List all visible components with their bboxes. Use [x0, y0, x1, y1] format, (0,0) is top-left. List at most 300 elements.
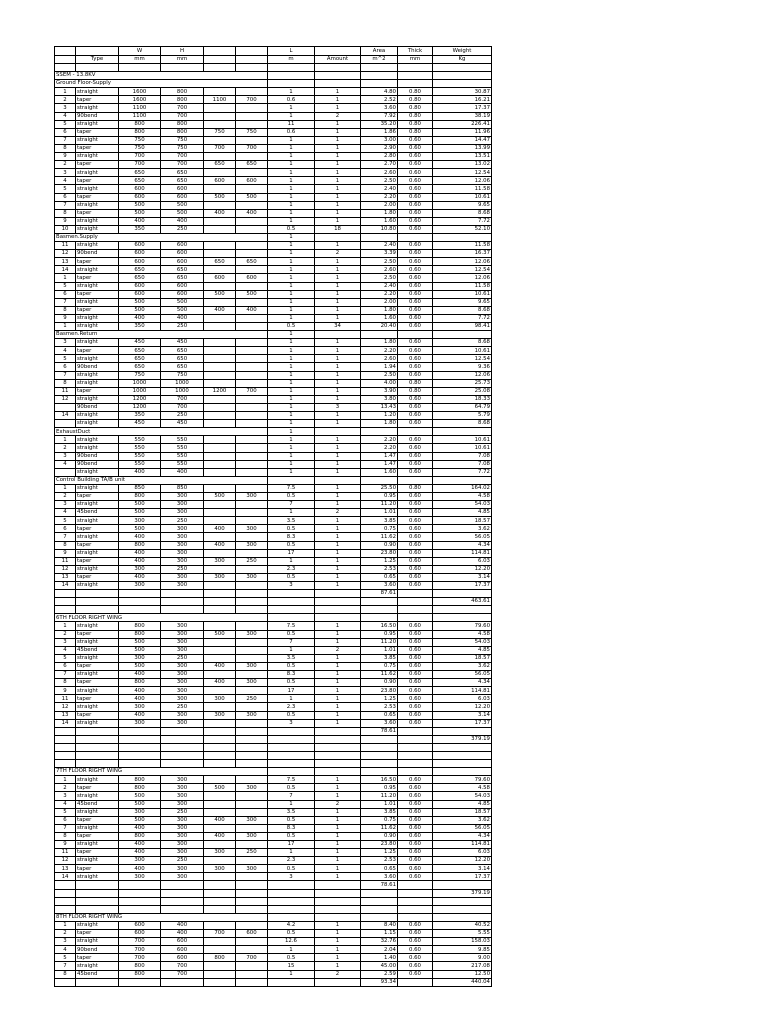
- table-cell: 650: [236, 161, 268, 169]
- table-cell: [361, 897, 398, 905]
- table-cell: [161, 751, 204, 759]
- table-cell: 1: [55, 776, 76, 784]
- table-cell: 300: [236, 541, 268, 549]
- table-cell: 400: [119, 533, 161, 541]
- table-cell: 1000: [161, 379, 204, 387]
- table-cell: 500: [236, 290, 268, 298]
- table-cell: 300: [236, 832, 268, 840]
- table-cell: 750: [161, 371, 204, 379]
- table-cell: 1: [268, 428, 315, 436]
- table-cell: 0.60: [398, 136, 433, 144]
- table-cell: 7.72: [433, 314, 492, 322]
- table-cell: 400: [161, 930, 204, 938]
- table-cell: [204, 727, 236, 735]
- table-cell: 9.00: [433, 954, 492, 962]
- table-cell: 0.60: [398, 549, 433, 557]
- table-cell: 700: [161, 395, 204, 403]
- table-cell: 0.80: [398, 112, 433, 120]
- table-cell: [315, 590, 361, 598]
- table-cell: [236, 112, 268, 120]
- table-cell: 1: [315, 832, 361, 840]
- table-cell: 4.85: [433, 800, 492, 808]
- table-cell: 17: [268, 549, 315, 557]
- table-cell: 300: [161, 630, 204, 638]
- table-cell: straight: [76, 88, 119, 96]
- section-title: Basmen.Supply: [55, 233, 268, 241]
- table-cell: 1: [315, 921, 361, 929]
- table-cell: 0.60: [398, 371, 433, 379]
- table-cell: 1: [268, 970, 315, 978]
- table-cell: 12: [55, 250, 76, 258]
- table-cell: [315, 727, 361, 735]
- table-cell: [398, 233, 433, 241]
- table-cell: [204, 549, 236, 557]
- total-area: 93.34: [361, 978, 398, 986]
- table-row: [55, 662, 492, 670]
- table-cell: 1: [268, 88, 315, 96]
- table-cell: 1: [315, 136, 361, 144]
- table-cell: [236, 452, 268, 460]
- table-cell: 5: [55, 517, 76, 525]
- table-cell: 300: [161, 525, 204, 533]
- table-cell: 56.05: [433, 671, 492, 679]
- table-cell: 1: [268, 403, 315, 411]
- table-cell: 1: [268, 104, 315, 112]
- table-cell: 300: [119, 719, 161, 727]
- table-row: [55, 282, 492, 290]
- table-cell: 300: [204, 849, 236, 857]
- table-cell: [315, 64, 361, 72]
- table-row: [55, 225, 492, 233]
- table-row: [55, 387, 492, 395]
- table-cell: [236, 266, 268, 274]
- table-cell: 3.62: [433, 662, 492, 670]
- table-cell: [268, 72, 315, 80]
- table-cell: 5: [55, 185, 76, 193]
- table-cell: [236, 776, 268, 784]
- table-cell: 90bend: [76, 403, 119, 411]
- table-cell: [398, 760, 433, 768]
- table-cell: straight: [76, 687, 119, 695]
- table-cell: 750: [119, 371, 161, 379]
- table-cell: 1.60: [361, 314, 398, 322]
- table-cell: 500: [204, 492, 236, 500]
- table-cell: [398, 614, 433, 622]
- table-cell: [204, 905, 236, 913]
- table-cell: 300: [236, 816, 268, 824]
- table-cell: 0.60: [398, 841, 433, 849]
- table-cell: [236, 185, 268, 193]
- table-cell: 7: [55, 533, 76, 541]
- table-row: [55, 784, 492, 792]
- table-cell: [236, 363, 268, 371]
- table-cell: 300: [204, 573, 236, 581]
- table-cell: [119, 760, 161, 768]
- table-cell: [236, 250, 268, 258]
- table-row: [55, 873, 492, 881]
- table-cell: [161, 760, 204, 768]
- table-cell: 700: [236, 96, 268, 104]
- table-cell: 300: [161, 622, 204, 630]
- table-cell: 2: [315, 970, 361, 978]
- table-cell: 0.60: [398, 258, 433, 266]
- table-cell: 1: [315, 719, 361, 727]
- table-cell: 1: [315, 541, 361, 549]
- table-cell: 12.50: [433, 970, 492, 978]
- table-cell: 14: [55, 582, 76, 590]
- table-cell: [398, 913, 433, 921]
- table-cell: 250: [236, 695, 268, 703]
- table-cell: [55, 598, 76, 606]
- table-cell: [236, 921, 268, 929]
- table-cell: 45bend: [76, 509, 119, 517]
- table-cell: 1.80: [361, 209, 398, 217]
- table-cell: 3: [55, 638, 76, 646]
- table-cell: 550: [119, 452, 161, 460]
- table-cell: 12: [55, 857, 76, 865]
- table-cell: 300: [119, 857, 161, 865]
- table-row: [55, 679, 492, 687]
- table-cell: [204, 646, 236, 654]
- header-row: [55, 47, 492, 56]
- table-cell: [204, 590, 236, 598]
- table-cell: 0.60: [398, 290, 433, 298]
- table-cell: 300: [161, 832, 204, 840]
- table-cell: 750: [119, 144, 161, 152]
- table-cell: [204, 104, 236, 112]
- table-cell: 90bend: [76, 460, 119, 468]
- table-cell: [204, 347, 236, 355]
- table-cell: 1: [315, 565, 361, 573]
- table-cell: [236, 800, 268, 808]
- table-cell: 79.60: [433, 622, 492, 630]
- table-cell: 600: [236, 177, 268, 185]
- table-cell: [236, 420, 268, 428]
- table-cell: 3.90: [361, 387, 398, 395]
- table-cell: 11.20: [361, 638, 398, 646]
- table-cell: 300: [161, 501, 204, 509]
- table-row: [55, 468, 492, 476]
- table-cell: 0.6: [268, 96, 315, 104]
- table-cell: [268, 743, 315, 751]
- table-cell: 0.60: [398, 492, 433, 500]
- table-cell: [55, 743, 76, 751]
- table-cell: 700: [119, 946, 161, 954]
- table-cell: 1: [268, 460, 315, 468]
- table-cell: 114.81: [433, 687, 492, 695]
- table-cell: 1: [268, 468, 315, 476]
- table-cell: 300: [236, 784, 268, 792]
- section-title: ExhaustDuct: [55, 428, 268, 436]
- table-cell: straight: [76, 841, 119, 849]
- table-cell: 1: [268, 509, 315, 517]
- table-row: [55, 185, 492, 193]
- table-cell: 300: [204, 865, 236, 873]
- table-cell: 0.60: [398, 517, 433, 525]
- table-cell: 7: [55, 136, 76, 144]
- table-cell: 350: [119, 323, 161, 331]
- table-cell: [236, 881, 268, 889]
- table-cell: 1.40: [361, 954, 398, 962]
- table-row: [55, 104, 492, 112]
- table-cell: 8.3: [268, 533, 315, 541]
- table-row: [55, 808, 492, 816]
- table-cell: 0.90: [361, 832, 398, 840]
- table-cell: 1: [55, 323, 76, 331]
- table-cell: 8.3: [268, 671, 315, 679]
- table-cell: [161, 881, 204, 889]
- table-cell: 4.58: [433, 630, 492, 638]
- table-cell: 52.10: [433, 225, 492, 233]
- table-cell: 1: [268, 290, 315, 298]
- table-cell: 10.61: [433, 436, 492, 444]
- table-cell: 1: [268, 695, 315, 703]
- table-cell: straight: [76, 792, 119, 800]
- table-cell: 1: [268, 946, 315, 954]
- table-cell: [161, 598, 204, 606]
- table-cell: straight: [76, 654, 119, 662]
- column-header: Thick: [398, 47, 433, 56]
- table-cell: 1: [268, 347, 315, 355]
- table-cell: 0.60: [398, 161, 433, 169]
- table-cell: 1: [315, 193, 361, 201]
- table-cell: [236, 339, 268, 347]
- table-cell: 9: [55, 841, 76, 849]
- table-cell: 1.80: [361, 306, 398, 314]
- table-cell: [204, 64, 236, 72]
- table-cell: 250: [161, 703, 204, 711]
- table-cell: 0.60: [398, 460, 433, 468]
- table-cell: [204, 792, 236, 800]
- table-cell: 400: [119, 314, 161, 322]
- table-cell: 2: [315, 800, 361, 808]
- table-cell: 700: [161, 153, 204, 161]
- table-cell: 1: [268, 177, 315, 185]
- table-cell: 400: [204, 525, 236, 533]
- table-cell: 9: [55, 217, 76, 225]
- table-cell: 1: [315, 379, 361, 387]
- table-cell: 1.47: [361, 460, 398, 468]
- table-cell: 2.50: [361, 274, 398, 282]
- table-cell: 0.60: [398, 573, 433, 581]
- table-cell: [76, 606, 119, 614]
- table-cell: 1: [315, 339, 361, 347]
- table-row: [55, 217, 492, 225]
- table-cell: [204, 371, 236, 379]
- table-cell: 13.02: [433, 161, 492, 169]
- table-cell: 6: [55, 816, 76, 824]
- table-cell: 250: [161, 412, 204, 420]
- table-cell: 400: [119, 687, 161, 695]
- table-cell: 750: [236, 128, 268, 136]
- table-cell: 0.60: [398, 169, 433, 177]
- table-cell: [204, 452, 236, 460]
- table-cell: straight: [76, 719, 119, 727]
- table-cell: 0.60: [398, 816, 433, 824]
- table-cell: 7: [55, 671, 76, 679]
- table-cell: 3: [268, 582, 315, 590]
- table-cell: 0.5: [268, 573, 315, 581]
- table-row: [55, 193, 492, 201]
- table-cell: 3.85: [361, 517, 398, 525]
- table-cell: 1: [315, 282, 361, 290]
- table-cell: 90bend: [76, 452, 119, 460]
- table-cell: 400: [204, 832, 236, 840]
- table-cell: 400: [119, 549, 161, 557]
- blank-row: [55, 905, 492, 913]
- table-cell: 1: [55, 88, 76, 96]
- table-cell: [204, 185, 236, 193]
- table-cell: [268, 751, 315, 759]
- table-cell: 550: [161, 444, 204, 452]
- table-cell: 300: [204, 711, 236, 719]
- table-cell: 800: [119, 776, 161, 784]
- table-cell: taper: [76, 161, 119, 169]
- table-cell: 3.60: [361, 582, 398, 590]
- table-cell: [161, 743, 204, 751]
- table-row: [55, 88, 492, 96]
- section-title: Ground Floor-Supply: [55, 80, 268, 88]
- table-cell: [76, 598, 119, 606]
- table-cell: 1: [315, 371, 361, 379]
- table-cell: 1.80: [361, 420, 398, 428]
- table-cell: [398, 743, 433, 751]
- table-cell: 11.62: [361, 824, 398, 832]
- table-cell: [204, 962, 236, 970]
- table-cell: [161, 590, 204, 598]
- table-cell: 8: [55, 209, 76, 217]
- table-cell: 300: [161, 638, 204, 646]
- table-cell: 11: [55, 695, 76, 703]
- column-header: mm: [398, 55, 433, 64]
- table-cell: 0.80: [398, 484, 433, 492]
- table-row: [55, 266, 492, 274]
- table-cell: [236, 946, 268, 954]
- table-row: [55, 719, 492, 727]
- table-row: [55, 136, 492, 144]
- table-cell: [268, 897, 315, 905]
- table-cell: 800: [119, 970, 161, 978]
- table-cell: 600: [119, 290, 161, 298]
- table-row: [55, 460, 492, 468]
- section-title: SSEM - 13.8KV: [55, 72, 268, 80]
- table-cell: 1: [315, 96, 361, 104]
- table-cell: [361, 80, 398, 88]
- table-cell: [76, 881, 119, 889]
- table-cell: [315, 72, 361, 80]
- table-cell: 0.60: [398, 193, 433, 201]
- table-row: [55, 169, 492, 177]
- table-cell: 400: [119, 841, 161, 849]
- table-cell: taper: [76, 258, 119, 266]
- table-cell: [361, 768, 398, 776]
- section-row: [55, 614, 492, 622]
- table-cell: [268, 881, 315, 889]
- table-cell: 1: [315, 517, 361, 525]
- table-cell: 0.60: [398, 921, 433, 929]
- table-cell: 600: [236, 930, 268, 938]
- table-cell: 2.60: [361, 355, 398, 363]
- total-area: [361, 889, 398, 897]
- table-cell: [55, 468, 76, 476]
- table-cell: [204, 509, 236, 517]
- table-cell: 4.80: [361, 88, 398, 96]
- table-cell: 7.72: [433, 468, 492, 476]
- blank-row: [55, 897, 492, 905]
- table-cell: 0.60: [398, 857, 433, 865]
- table-cell: 300: [161, 582, 204, 590]
- table-cell: 0.5: [268, 525, 315, 533]
- table-cell: 10.61: [433, 290, 492, 298]
- table-cell: 17: [268, 687, 315, 695]
- table-cell: 1: [315, 209, 361, 217]
- table-cell: 250: [161, 323, 204, 331]
- table-cell: 4.85: [433, 646, 492, 654]
- table-cell: 13: [55, 573, 76, 581]
- total-area: 78.61: [361, 881, 398, 889]
- table-cell: straight: [76, 136, 119, 144]
- table-cell: 0.60: [398, 808, 433, 816]
- table-cell: [55, 905, 76, 913]
- table-cell: [204, 88, 236, 96]
- table-cell: 3.62: [433, 525, 492, 533]
- table-cell: [204, 225, 236, 233]
- table-cell: 30.87: [433, 88, 492, 96]
- table-cell: 0.60: [398, 363, 433, 371]
- table-cell: straight: [76, 468, 119, 476]
- table-cell: [236, 533, 268, 541]
- table-cell: [204, 484, 236, 492]
- table-cell: taper: [76, 306, 119, 314]
- table-cell: 500: [119, 501, 161, 509]
- table-cell: 400: [236, 306, 268, 314]
- table-cell: [76, 751, 119, 759]
- table-cell: 0.60: [398, 946, 433, 954]
- table-cell: straight: [76, 282, 119, 290]
- table-cell: 14.47: [433, 136, 492, 144]
- table-cell: 1: [315, 873, 361, 881]
- table-cell: 650: [236, 258, 268, 266]
- table-row: [55, 638, 492, 646]
- table-cell: 2.20: [361, 436, 398, 444]
- table-cell: 2: [315, 509, 361, 517]
- table-cell: 1: [315, 962, 361, 970]
- table-cell: [268, 905, 315, 913]
- table-cell: 600: [161, 282, 204, 290]
- table-cell: 0.60: [398, 784, 433, 792]
- table-cell: 3.14: [433, 573, 492, 581]
- table-cell: [204, 468, 236, 476]
- table-cell: 2: [315, 112, 361, 120]
- table-cell: taper: [76, 290, 119, 298]
- table-cell: 0.6: [268, 128, 315, 136]
- table-cell: 1: [315, 824, 361, 832]
- table-cell: 700: [161, 104, 204, 112]
- table-cell: 800: [161, 120, 204, 128]
- table-cell: 1: [268, 112, 315, 120]
- table-cell: 400: [119, 865, 161, 873]
- table-cell: [236, 120, 268, 128]
- table-cell: straight: [76, 185, 119, 193]
- table-cell: [204, 136, 236, 144]
- table-cell: 23.80: [361, 549, 398, 557]
- table-row: [55, 671, 492, 679]
- table-cell: 1: [268, 266, 315, 274]
- table-cell: 700: [204, 930, 236, 938]
- table-cell: taper: [76, 930, 119, 938]
- table-row: [55, 379, 492, 387]
- table-cell: 2.90: [361, 144, 398, 152]
